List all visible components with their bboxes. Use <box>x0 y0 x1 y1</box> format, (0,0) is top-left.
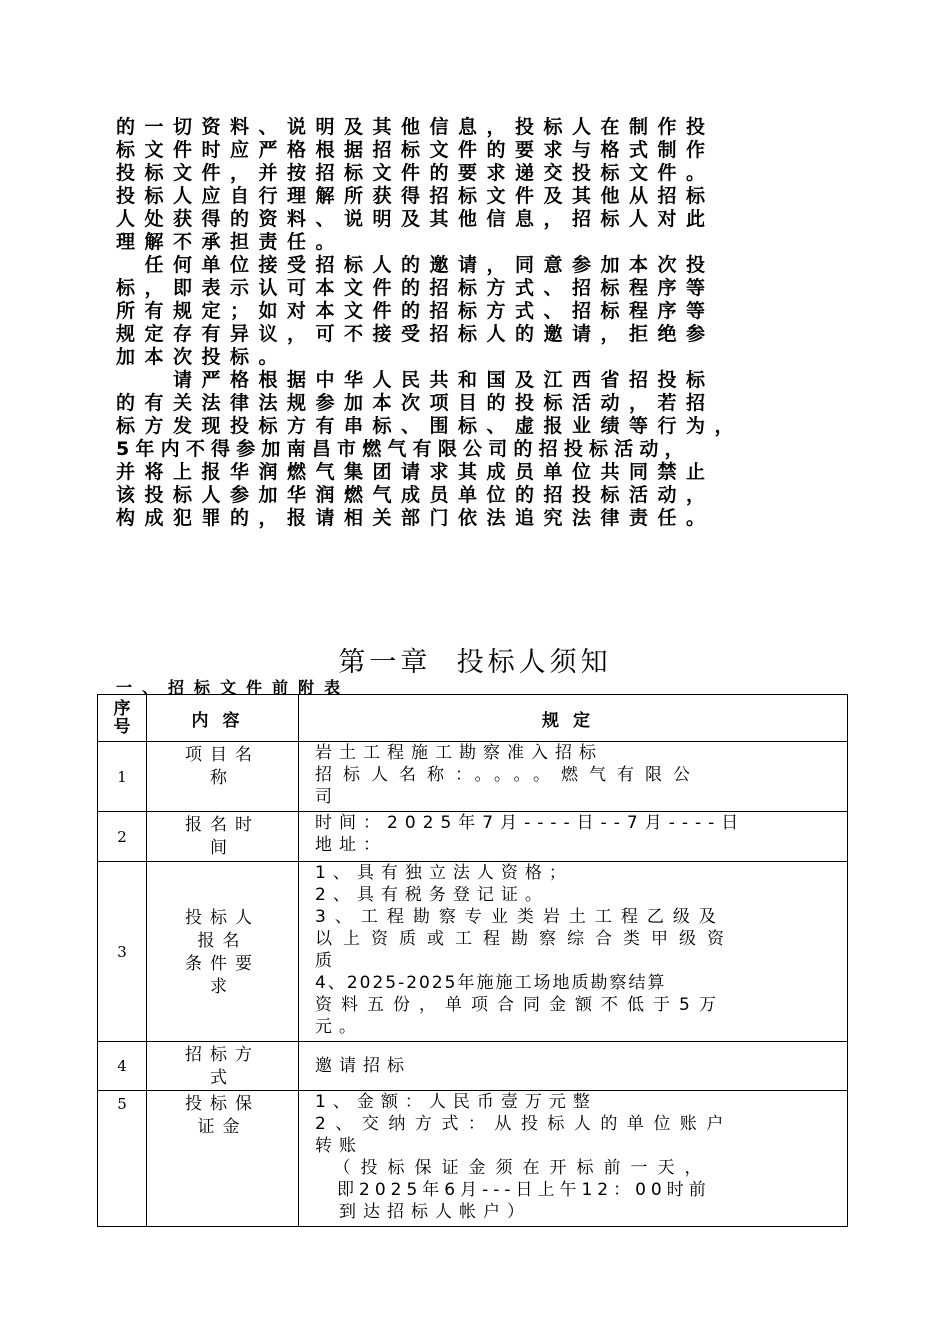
row-seq: 2 <box>98 812 147 862</box>
item-line: 招标方 <box>185 1045 260 1065</box>
rule-line: 2、具有税务登记证。 <box>315 885 549 905</box>
text-line: 投标文件，并按招标文件的要求递交投标文件。 <box>116 162 715 184</box>
rule-line: 以上资质或工程勘察综合类甲级资 <box>315 929 735 949</box>
rule-line: 资料五份，单项合同金额不低于5万 <box>315 995 725 1015</box>
text-line: 构成犯罪的，报请相关部门依法追究法律责任。 <box>116 507 715 529</box>
rule-line: 元。 <box>315 1017 363 1037</box>
text-line: 5年内不得参加南昌市燃气有限公司的招投标活动， <box>116 438 690 460</box>
text-line: 加本次投标。 <box>116 346 288 368</box>
row-item <box>147 742 299 812</box>
table-header-row <box>98 695 848 742</box>
intro-paragraph-3 <box>116 369 836 530</box>
rule-line: 1、具有独立法人资格； <box>315 863 573 883</box>
item-line: 投标人 <box>185 907 260 928</box>
row-rule <box>299 1091 848 1227</box>
table-row <box>98 742 848 812</box>
item-line: 式 <box>210 1068 235 1088</box>
text-line: 所有规定；如对本文件的招标方式、招标程序等 <box>116 300 715 322</box>
rule-line: 4、2025-2025年施施工场地质勘察结算 <box>315 973 667 993</box>
table-row <box>98 1091 848 1227</box>
rule-line: 招标人名称：。。。。燃气有限公 <box>315 765 701 785</box>
row-seq: 1 <box>98 742 147 812</box>
item-line: 间 <box>210 838 235 858</box>
item-line: 投标保 <box>185 1094 260 1114</box>
rule-line: （投标保证金须在开标前一天， <box>315 1158 712 1178</box>
text-line: 任何单位接受招标人的邀请，同意参加本次投 <box>116 254 715 276</box>
rule-line: 司 <box>315 787 339 807</box>
text-line: 的有关法律法规参加本次项目的投标活动，若招 <box>116 392 715 414</box>
row-seq: 5 <box>98 1091 147 1227</box>
rule-line: 岩土工程施工勘察准入招标 <box>315 743 603 763</box>
text-line: 该投标人参加华润燃气成员单位的招投标活动， <box>116 484 715 506</box>
item-line: 证金 <box>197 1117 248 1137</box>
table-row <box>98 1042 848 1091</box>
item-line: 称 <box>210 768 235 788</box>
text-line: 人处获得的资料、说明及其他信息，招标人对此 <box>116 208 715 230</box>
rule-line: 地址： <box>315 835 387 855</box>
row-rule <box>299 812 848 862</box>
chapter-title: 第一章 投标人须知 <box>338 647 612 678</box>
row-seq: 3 <box>98 862 147 1042</box>
rule-line: 3、工程勘察专业类岩土工程乙级及 <box>315 907 725 927</box>
section-title: 一、招标文件前附表 <box>116 678 351 697</box>
bid-notice-table <box>97 694 848 1227</box>
text-line: 请严格根据中华人民共和国及江西省招投标 <box>116 369 715 391</box>
rule-line: 2、交纳方式：从投标人的单位账户 <box>315 1114 733 1134</box>
header-seq-line: 序 <box>113 699 131 719</box>
item-line: 求 <box>210 976 235 997</box>
text-line: 规定存有异议，可不接受招标人的邀请，拒绝参 <box>116 323 715 345</box>
table-row <box>98 862 848 1042</box>
text-line: 标方发现投标方有串标、围标、虚报业绩等行为， <box>116 415 744 437</box>
row-item <box>147 862 299 1042</box>
header-seq <box>98 695 147 742</box>
rule-line: 邀请招标 <box>315 1056 411 1076</box>
row-seq: 4 <box>98 1042 147 1091</box>
item-line: 报名 <box>197 930 248 951</box>
row-rule <box>299 862 848 1042</box>
text-line: 标文件时应严格根据招标文件的要求与格式制作 <box>116 139 715 161</box>
item-line: 项目名 <box>185 745 260 765</box>
item-line: 条件要 <box>185 953 260 974</box>
row-item <box>147 812 299 862</box>
rule-line: 1、金额：人民币壹万元整 <box>315 1092 597 1112</box>
text-line: 投标人应自行理解所获得招标文件及其他从招标 <box>116 185 715 207</box>
rule-line: 即2025年6月---日上午12：00时前 <box>315 1180 711 1200</box>
item-line: 报名时 <box>185 815 260 835</box>
row-rule <box>299 1042 848 1091</box>
row-rule <box>299 742 848 812</box>
header-seq-line: 号 <box>113 717 131 737</box>
intro-paragraph-2 <box>116 254 836 369</box>
text-line: 理解不承担责任。 <box>116 231 345 253</box>
rule-line: 时间：2025年7月----日--7月----日 <box>315 813 746 833</box>
row-item <box>147 1042 299 1091</box>
table-row <box>98 812 848 862</box>
text-line: 并将上报华润燃气集团请求其成员单位共同禁止 <box>116 461 715 483</box>
text-line: 标，即表示认可本文件的招标方式、招标程序等 <box>116 277 715 299</box>
rule-line: 质 <box>315 951 339 971</box>
header-rule: 规定 <box>299 695 848 742</box>
rule-line: 到达招标人帐户） <box>315 1202 531 1222</box>
intro-paragraph-1 <box>116 116 836 254</box>
row-item <box>147 1091 299 1227</box>
header-content: 内容 <box>147 695 299 742</box>
rule-line: 转账 <box>315 1136 363 1156</box>
text-line: 的一切资料、说明及其他信息，投标人在制作投 <box>116 116 715 138</box>
